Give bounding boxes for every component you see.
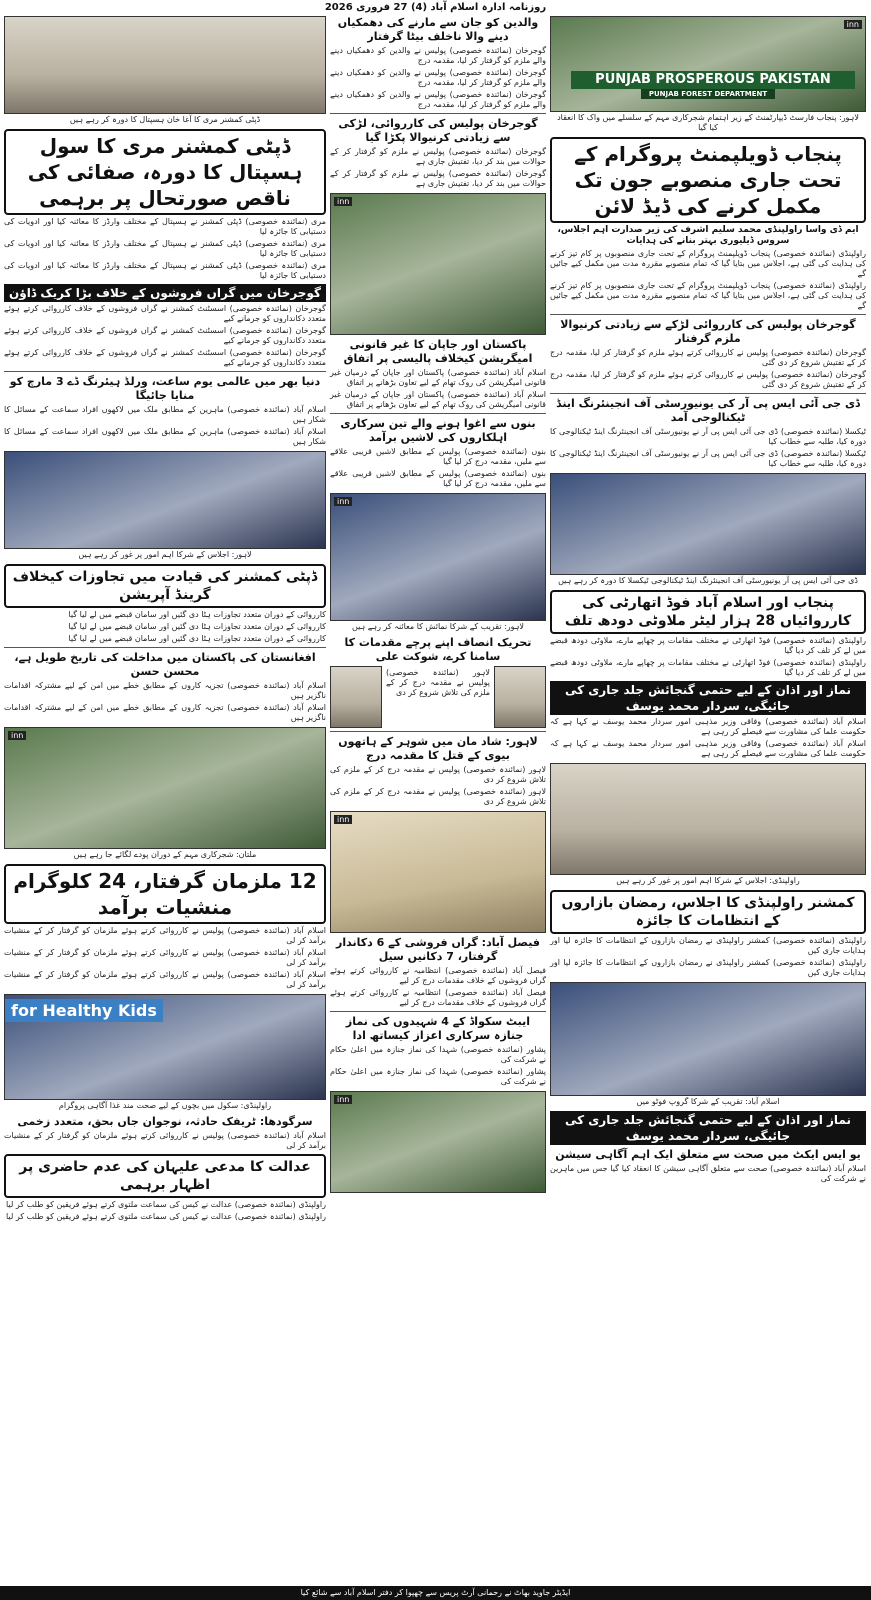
headline: بنوں سے اغوا ہونے والے تین سرکاری اہلکاروں کی لاشیں برآمد bbox=[340, 417, 536, 444]
photo-caption: ڈی جی آئی ایس پی آر یونیورسٹی آف انجینئرنگ اینڈ ٹیکنالوجی ٹیکسلا کا دورہ کر رہے ہیں bbox=[558, 576, 858, 585]
article-body: اسلام آباد (نمائندہ خصوصی) ماہرین کے مطابق ملک میں لاکھوں افراد سماعت کے مسائل کا شکار ہیں bbox=[4, 405, 326, 424]
exhibition-photo bbox=[330, 493, 546, 621]
headline: یو ایس ایکٹ میں صحت سے متعلق ایک اہم آگاہی سیشن bbox=[555, 1148, 861, 1161]
photo-banner-sub: PUNJAB FOREST DEPARTMENT bbox=[641, 89, 775, 99]
article-body: مری (نمائندہ خصوصی) ڈپٹی کمشنر نے ہسپتال کے مختلف وارڈز کا معائنہ کیا اور ادویات کی دستیابی کا جائزہ لیا bbox=[4, 261, 326, 280]
headline: 12 ملزمان گرفتار، 24 کلوگرام منشیات برآمد bbox=[4, 864, 326, 924]
article-body: گوجرخان (نمائندہ خصوصی) پولیس نے والدین کو دھمکیاں دینے والے ملزم کو گرفتار کر لیا، مقدمہ درج bbox=[330, 46, 546, 65]
headline: نماز اور اذان کے لیے حتمی گنجائش جلد جاری کی جائیگی، سردار محمد یوسف bbox=[550, 1111, 866, 1145]
divider bbox=[330, 1011, 546, 1012]
photo-tag: inn bbox=[8, 731, 26, 740]
headline: ایبٹ سکواڈ کے 4 شہیدوں کی نماز جنازہ سرکاری اعزاز کیساتھ ادا bbox=[345, 1015, 531, 1042]
article-body: گوجرخان (نمائندہ خصوصی) اسسٹنٹ کمشنر نے گراں فروشوں کے خلاف کارروائی کرتے ہوئے متعدد دکانداروں کو جرمانے کیے bbox=[4, 348, 326, 367]
article-body: راولپنڈی (نمائندہ خصوصی) فوڈ اتھارٹی نے مختلف مقامات پر چھاپے مارے، ملاوٹی دودھ قبضے میں لے کر تلف کر دیا گیا bbox=[550, 658, 866, 677]
divider bbox=[330, 113, 546, 114]
article-body: راولپنڈی (نمائندہ خصوصی) عدالت نے کیس کی سماعت ملتوی کرتے ہوئے فریقین کو طلب کر لیا bbox=[5, 1200, 326, 1209]
article-body: لاہور (نمائندہ خصوصی) پولیس نے مقدمہ درج کر کے ملزم کی تلاش شروع کر دی bbox=[330, 765, 546, 784]
photo-caption: راولپنڈی: سکول میں بچوں کے لیے صحت مند غذا آگاہی پروگرام bbox=[58, 1101, 272, 1110]
article-body: بنوں (نمائندہ خصوصی) پولیس کے مطابق لاشیں قریبی علاقے سے ملیں، مقدمہ درج کر لیا گیا bbox=[330, 469, 546, 488]
ispr-visit-photo bbox=[550, 473, 866, 575]
masthead-dateline: روزنامہ ادارہ اسلام آباد (4) 27 فروری 2026 bbox=[324, 2, 547, 13]
headline: ڈی جی آئی ایس پی آر کی یونیورسٹی آف انجینئرنگ اینڈ ٹیکنالوجی آمد bbox=[556, 397, 860, 424]
ceremony-photo bbox=[550, 982, 866, 1096]
article-body: گوجرخان (نمائندہ خصوصی) پولیس نے کارروائی کرتے ہوئے ملزم کو گرفتار کر لیا، مقدمہ درج کر کے تفتیش شروع کر دی گئی bbox=[550, 370, 866, 389]
article-body: فیصل آباد (نمائندہ خصوصی) انتظامیہ نے کارروائی کرتے ہوئے گراں فروشوں کے خلاف مقدمات درج کر لیے bbox=[330, 988, 546, 1007]
headline: گوجرخان پولیس کی کارروائی، لڑکی سے زیادتی کرنیوالا پکڑا گیا bbox=[338, 117, 538, 144]
portrait-row bbox=[330, 666, 546, 728]
headline: پنجاب ڈویلپمنٹ پروگرام کے تحت جاری منصوبے جون تک مکمل کرنے کی ڈیڈ لائن bbox=[550, 137, 866, 223]
article-body: مری (نمائندہ خصوصی) ڈپٹی کمشنر نے ہسپتال کے مختلف وارڈز کا معائنہ کیا اور ادویات کی دستیابی کا جائزہ لیا bbox=[4, 239, 326, 258]
photo-caption: راولپنڈی: اجلاس کے شرکا اہم امور پر غور کر رہے ہیں bbox=[616, 876, 800, 885]
article-body: اسلام آباد (نمائندہ خصوصی) صحت سے متعلق آگاہی سیشن کا انعقاد کیا گیا جس میں ماہرین نے شرکت کی bbox=[550, 1164, 866, 1183]
article-body: لاہور (نمائندہ خصوصی) پولیس نے مقدمہ درج کر کے ملزم کی تلاش شروع کر دی bbox=[330, 787, 546, 806]
article-body: گوجرخان (نمائندہ خصوصی) پولیس نے والدین کو دھمکیاں دینے والے ملزم کو گرفتار کر لیا، مقدمہ درج bbox=[330, 90, 546, 109]
article-body: گوجرخان (نمائندہ خصوصی) اسسٹنٹ کمشنر نے گراں فروشوں کے خلاف کارروائی کرتے ہوئے متعدد دکانداروں کو جرمانے کیے bbox=[4, 304, 326, 323]
article-body: اسلام آباد (نمائندہ خصوصی) وفاقی وزیر مذہبی امور سردار محمد یوسف نے کہا ہے کہ حکومت علما کی مشاورت سے فیصلے کر رہی ہے bbox=[550, 739, 866, 758]
article-body: پشاور (نمائندہ خصوصی) شہدا کی نماز جنازہ میں اعلیٰ حکام نے شرکت کی bbox=[330, 1045, 546, 1064]
divider bbox=[330, 731, 546, 732]
sub-headline: ایم ڈی واسا راولپنڈی محمد سلیم اشرف کی زیر صدارت اہم اجلاس، سروس ڈیلیوری بہتر بنانے کی ہدایات bbox=[557, 225, 859, 246]
headline: پاکستان اور جاپان کا غیر قانونی امیگریشن کیخلاف پالیسی پر اتفاق bbox=[343, 338, 533, 365]
headline: سرگودھا: ٹریفک حادثہ، نوجوان جاں بحق، متعدد زخمی bbox=[17, 1115, 313, 1128]
photo-tag: inn bbox=[334, 197, 352, 206]
article-body: گوجرخان (نمائندہ خصوصی) پولیس نے ملزم کو گرفتار کر کے حوالات میں بند کر دیا، تفتیش جاری ہے bbox=[330, 169, 546, 188]
divider bbox=[550, 314, 866, 315]
photo-banner: for Healthy Kids bbox=[5, 999, 163, 1022]
headline: افغانستان کی پاکستان میں مداخلت کی تاریخ طویل ہے، محسن حسن bbox=[14, 651, 316, 678]
imprint-footer: ایڈیٹر جاوید بھاٹ نے رحمانی آرٹ پریس سے چھپوا کر دفتر اسلام آباد سے شائع کیا bbox=[0, 1586, 871, 1600]
article-body: گوجرخان (نمائندہ خصوصی) پولیس نے ملزم کو گرفتار کر کے حوالات میں بند کر دیا، تفتیش جاری ہے bbox=[330, 147, 546, 166]
article-body: راولپنڈی (نمائندہ خصوصی) کمشنر راولپنڈی نے رمضان بازاروں کے انتظامات کا جائزہ لیا اور ہدایات جاری کیں bbox=[550, 936, 866, 955]
headline: پنجاب اور اسلام آباد فوڈ اتھارٹی کی کارروائیاں 28 ہزار لیٹر ملاوٹی دودھ تلف bbox=[550, 590, 866, 634]
article-body: اسلام آباد (نمائندہ خصوصی) پاکستان اور جاپان کے درمیان غیر قانونی امیگریشن کی روک تھام کے لیے تعاون بڑھانے پر اتفاق bbox=[330, 390, 546, 409]
photo-banner: PUNJAB PROSPEROUS PAKISTAN bbox=[571, 71, 855, 89]
article-body: راولپنڈی (نمائندہ خصوصی) فوڈ اتھارٹی نے مختلف مقامات پر چھاپے مارے، ملاوٹی دودھ قبضے میں لے کر تلف کر دیا گیا bbox=[550, 636, 866, 655]
divider bbox=[550, 393, 866, 394]
headline: لاہور: شاد مان میں شوہر کے ہاتھوں بیوی کے قتل کا مقدمہ درج bbox=[338, 735, 538, 762]
article-body: فیصل آباد (نمائندہ خصوصی) انتظامیہ نے کارروائی کرتے ہوئے گراں فروشوں کے خلاف مقدمات درج کر لیے bbox=[330, 966, 546, 985]
article-body: اسلام آباد (نمائندہ خصوصی) وفاقی وزیر مذہبی امور سردار محمد یوسف نے کہا ہے کہ حکومت علما کی مشاورت سے فیصلے کر رہی ہے bbox=[550, 717, 866, 736]
photo-tag: inn bbox=[844, 20, 862, 29]
stable-photo bbox=[330, 811, 546, 933]
article-body: اسلام آباد (نمائندہ خصوصی) ماہرین کے مطابق ملک میں لاکھوں افراد سماعت کے مسائل کا شکار ہیں bbox=[4, 427, 326, 446]
divider bbox=[4, 647, 326, 648]
headline: ڈپٹی کمشنر کی قیادت میں تجاوزات کیخلاف گرینڈ آپریشن bbox=[4, 564, 326, 608]
hospital-visit-photo bbox=[4, 16, 326, 114]
tree-planting-photo bbox=[330, 1091, 546, 1193]
article-body: اسلام آباد (نمائندہ خصوصی) تجزیہ کاروں کے مطابق خطے میں امن کے لیے مشترکہ اقدامات ناگزیر ہیں bbox=[4, 681, 326, 700]
article-body: اسلام آباد (نمائندہ خصوصی) تجزیہ کاروں کے مطابق خطے میں امن کے لیے مشترکہ اقدامات ناگزیر ہیں bbox=[4, 703, 326, 722]
article-body: مری (نمائندہ خصوصی) ڈپٹی کمشنر نے ہسپتال کے مختلف وارڈز کا معائنہ کیا اور ادویات کی دستیابی کا جائزہ لیا bbox=[4, 217, 326, 236]
headline: تحریک انصاف اپنے پرچے مقدمات کا سامنا کرے، شوکت علی bbox=[344, 636, 532, 663]
article-body: اسلام آباد (نمائندہ خصوصی) پولیس نے کارروائی کرتے ہوئے ملزمان کو گرفتار کر کے منشیات برآمد کر لی bbox=[4, 926, 326, 945]
headline: دنیا بھر میں عالمی یوم ساعت، ورلڈ ہیئرنگ ڈے 3 مارچ کو منایا جائیگا bbox=[9, 375, 321, 402]
right-column bbox=[550, 16, 866, 1184]
article-body: راولپنڈی (نمائندہ خصوصی) پنجاب ڈویلپمنٹ پروگرام کے تحت جاری منصوبوں پر کام تیز کرنے کی ہدایت کی گئی ہے، اجلاس میں بتایا گیا کہ تمام منصوبے مقررہ مدت میں مکمل کیے جائیں گے bbox=[550, 281, 866, 310]
meeting-photo bbox=[550, 763, 866, 875]
article-body: پشاور (نمائندہ خصوصی) شہدا کی نماز جنازہ میں اعلیٰ حکام نے شرکت کی bbox=[330, 1067, 546, 1086]
event-photo bbox=[330, 193, 546, 335]
photo-tag: inn bbox=[334, 1095, 352, 1104]
headline: نماز اور اذان کے لیے حتمی گنجائش جلد جاری کی جائیگی، سردار محمد یوسف bbox=[550, 681, 866, 715]
article-body: گوجرخان (نمائندہ خصوصی) اسسٹنٹ کمشنر نے گراں فروشوں کے خلاف کارروائی کرتے ہوئے متعدد دکانداروں کو جرمانے کیے bbox=[4, 326, 326, 345]
headline: ڈپٹی کمشنر مری کا سول ہسپتال کا دورہ، صفائی کی ناقص صورتحال پر برہمی bbox=[4, 129, 326, 215]
article-body: اسلام آباد (نمائندہ خصوصی) پولیس نے کارروائی کرتے ہوئے ملزمان کو گرفتار کر کے منشیات برآمد کر لی bbox=[4, 1131, 326, 1150]
headline: کمشنر راولپنڈی کا اجلاس، رمضان بازاروں کے انتظامات کا جائزہ bbox=[550, 890, 866, 934]
photo-caption: ملتان: شجرکاری مہم کے دوران پودے لگائے جا رہے ہیں bbox=[73, 850, 257, 859]
headline: فیصل آباد: گراں فروشی کے 6 دکاندار گرفتار، 7 دکانیں سیل bbox=[336, 936, 540, 963]
article-body: گوجرخان (نمائندہ خصوصی) پولیس نے کارروائی کرتے ہوئے ملزم کو گرفتار کر لیا، مقدمہ درج کر کے تفتیش شروع کر دی گئی bbox=[550, 348, 866, 367]
photo-tag: inn bbox=[334, 497, 352, 506]
article-body: اسلام آباد (نمائندہ خصوصی) پولیس نے کارروائی کرتے ہوئے ملزمان کو گرفتار کر کے منشیات برآمد کر لی bbox=[4, 948, 326, 967]
article-body: راولپنڈی (نمائندہ خصوصی) پنجاب ڈویلپمنٹ پروگرام کے تحت جاری منصوبوں پر کام تیز کرنے کی ہدایت کی گئی ہے، اجلاس میں بتایا گیا کہ تمام منصوبے مقررہ مدت میں مکمل کیے جائیں گے bbox=[550, 249, 866, 278]
article-body: بنوں (نمائندہ خصوصی) پولیس کے مطابق لاشیں قریبی علاقے سے ملیں، مقدمہ درج کر لیا گیا bbox=[330, 447, 546, 466]
headline: عدالت کا مدعی علیہان کی عدم حاضری پر اظہار برہمی bbox=[4, 1154, 326, 1198]
school-event-photo bbox=[4, 994, 326, 1100]
article-body: اسلام آباد (نمائندہ خصوصی) پاکستان اور جاپان کے درمیان غیر قانونی امیگریشن کی روک تھام کے لیے تعاون بڑھانے پر اتفاق bbox=[330, 368, 546, 387]
headline: گوجرخان پولیس کی کارروائی لڑکے سے زیادتی کرنیوالا ملزم گرفتار bbox=[560, 318, 856, 345]
article-body: راولپنڈی (نمائندہ خصوصی) عدالت نے کیس کی سماعت ملتوی کرتے ہوئے فریقین کو طلب کر لیا bbox=[5, 1212, 326, 1221]
portrait-photo bbox=[494, 666, 546, 728]
divider bbox=[330, 413, 546, 414]
photo-caption: ڈپٹی کمشنر مری کا آغا خان ہسپتال کا دورہ کر رہے ہیں bbox=[69, 115, 261, 124]
plantation-photo bbox=[4, 727, 326, 849]
article-body: ٹیکسلا (نمائندہ خصوصی) ڈی جی آئی ایس پی آر نے یونیورسٹی آف انجینئرنگ اینڈ ٹیکنالوجی کا دورہ کیا، طلبہ سے خطاب کیا bbox=[550, 427, 866, 446]
article-body: کارروائی کے دوران متعدد تجاوزات ہٹا دی گئیں اور سامان قبضے میں لے لیا گیا bbox=[68, 622, 326, 631]
photo-caption: لاہور: اجلاس کے شرکا اہم امور پر غور کر رہے ہیں bbox=[78, 550, 252, 559]
meeting-photo bbox=[4, 451, 326, 549]
headline: والدین کو جان سے مارنے کی دھمکیاں دینے والا ناخلف بیٹا گرفتار bbox=[337, 16, 539, 43]
photo-tag: inn bbox=[334, 815, 352, 824]
article-body: لاہور (نمائندہ خصوصی) پولیس نے مقدمہ درج کر کے ملزم کی تلاش شروع کر دی bbox=[386, 668, 490, 697]
article-body: راولپنڈی (نمائندہ خصوصی) کمشنر راولپنڈی نے رمضان بازاروں کے انتظامات کا جائزہ لیا اور ہدایات جاری کیں bbox=[550, 958, 866, 977]
photo-caption: اسلام آباد: تقریب کے شرکا گروپ فوٹو میں bbox=[636, 1097, 780, 1106]
divider bbox=[4, 371, 326, 372]
article-body: کارروائی کے دوران متعدد تجاوزات ہٹا دی گئیں اور سامان قبضے میں لے لیا گیا bbox=[68, 634, 326, 643]
middle-column bbox=[330, 16, 546, 1193]
photo-caption: لاہور: پنجاب فارسٹ ڈیپارٹمنٹ کے زیر اہتمام شجرکاری مہم کے سلسلے میں واک کا انعقاد کیا گیا bbox=[557, 113, 859, 132]
article-body: اسلام آباد (نمائندہ خصوصی) پولیس نے کارروائی کرتے ہوئے ملزمان کو گرفتار کر کے منشیات برآمد کر لی bbox=[4, 970, 326, 989]
photo-caption: لاہور: تقریب کے شرکا نمائش کا معائنہ کر رہے ہیں bbox=[352, 622, 524, 631]
article-body: ٹیکسلا (نمائندہ خصوصی) ڈی جی آئی ایس پی آر نے یونیورسٹی آف انجینئرنگ اینڈ ٹیکنالوجی کا دورہ کیا، طلبہ سے خطاب کیا bbox=[550, 449, 866, 468]
article-body: کارروائی کے دوران متعدد تجاوزات ہٹا دی گئیں اور سامان قبضے میں لے لیا گیا bbox=[68, 610, 326, 619]
forest-walk-photo bbox=[550, 16, 866, 112]
headline: گوجرخان میں گراں فروشوں کے خلاف بڑا کریک ڈاؤن bbox=[4, 284, 326, 302]
portrait-photo bbox=[330, 666, 382, 728]
article-body: گوجرخان (نمائندہ خصوصی) پولیس نے والدین کو دھمکیاں دینے والے ملزم کو گرفتار کر لیا، مقدمہ درج bbox=[330, 68, 546, 87]
left-column bbox=[4, 16, 326, 1222]
